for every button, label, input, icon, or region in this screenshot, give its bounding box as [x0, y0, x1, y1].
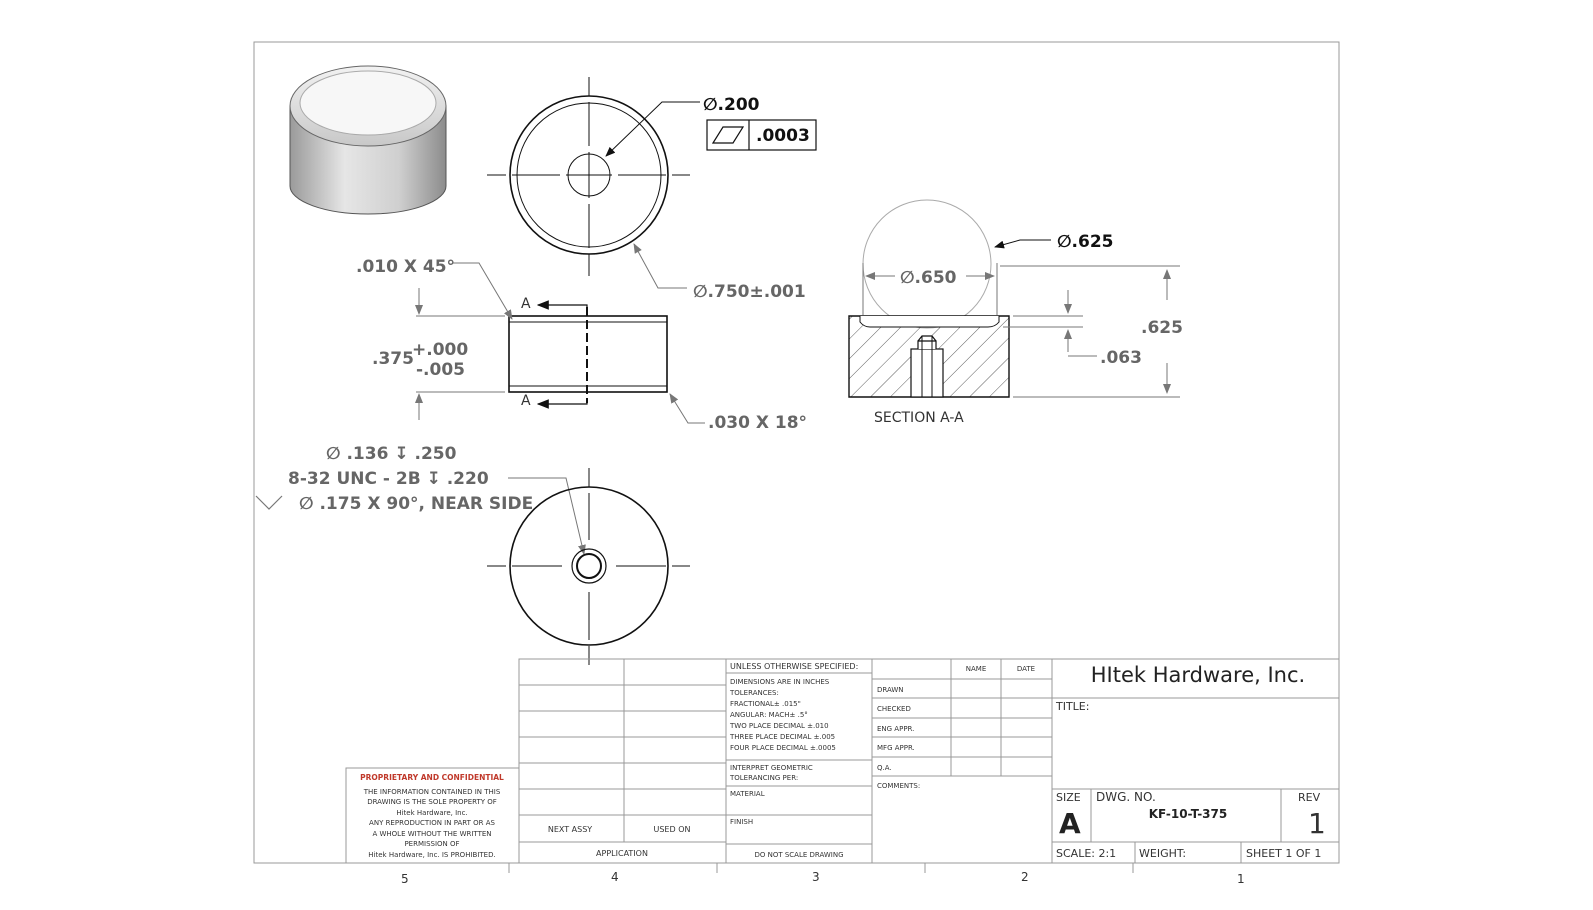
top-hole-diameter: ∅.200 — [703, 95, 760, 115]
application-label: APPLICATION — [596, 849, 648, 858]
chamfer-top-callout: .010 X 45° — [356, 257, 456, 277]
dwg-no-value: KF-10-T-375 — [1148, 807, 1228, 821]
scale-label: SCALE: 2:1 — [1056, 847, 1117, 860]
proprietary-line: A WHOLE WITHOUT THE WRITTEN — [372, 830, 492, 838]
top-view — [487, 77, 700, 288]
do-not-scale: DO NOT SCALE DRAWING — [754, 851, 844, 859]
company-name: HItek Hardware, Inc. — [1090, 663, 1306, 687]
tolerance-line: FOUR PLACE DECIMAL ±.0005 — [730, 744, 836, 752]
zone-label: 5 — [401, 872, 409, 886]
zone-label: 4 — [611, 870, 619, 884]
tolerance-line: TOLERANCES: — [730, 689, 779, 697]
size-value: A — [1059, 807, 1081, 840]
section-arrow-label-top: A — [521, 296, 531, 312]
hole-callout-line2: 8-32 UNC - 2B ↧ .220 — [288, 469, 489, 489]
proprietary-notice — [346, 768, 519, 863]
countersink-icon — [256, 496, 282, 509]
pocket-depth: .063 — [1100, 348, 1142, 368]
proprietary-heading: PROPRIETARY AND CONFIDENTIAL — [360, 773, 504, 782]
title-label: TITLE: — [1056, 700, 1090, 713]
tolerance-line: DIMENSIONS ARE IN INCHES — [730, 678, 830, 686]
isometric-view — [290, 66, 446, 214]
size-label: SIZE — [1056, 791, 1081, 804]
section-label: SECTION A-A — [874, 410, 964, 426]
hole-callout — [256, 444, 584, 554]
proprietary-line: DRAWING IS THE SOLE PROPERTY OF — [367, 798, 497, 806]
tolerance-line: TWO PLACE DECIMAL ±.010 — [730, 722, 829, 730]
date-header: DATE — [1016, 665, 1036, 673]
unless-specified: UNLESS OTHERWISE SPECIFIED: — [730, 662, 859, 671]
interpret-line: TOLERANCING PER: — [730, 774, 799, 782]
hole-callout-line1: ∅ .136 ↧ .250 — [326, 444, 457, 464]
dwg-no-label: DWG. NO. — [1096, 790, 1156, 804]
proprietary-line: THE INFORMATION CONTAINED IN THIS — [363, 788, 501, 796]
height-tol-plus: +.000 — [412, 340, 469, 360]
zone-markers — [401, 863, 1245, 886]
role-drawn: DRAWN — [877, 686, 904, 694]
section-height: .625 — [1141, 318, 1183, 338]
role-mfg-appr: MFG APPR. — [877, 744, 915, 752]
zone-label: 1 — [1237, 872, 1245, 886]
flatness-value: .0003 — [756, 126, 810, 146]
proprietary-line: ANY REPRODUCTION IN PART OR AS — [369, 819, 495, 827]
role-eng-appr: ENG APPR. — [877, 725, 915, 733]
section-arrow-label-bottom: A — [521, 393, 531, 409]
proprietary-line: Hitek Hardware, Inc. — [396, 809, 468, 817]
sheet-label: SHEET 1 OF 1 — [1246, 847, 1322, 860]
rev-value: 1 — [1308, 807, 1326, 840]
zone-label: 3 — [812, 870, 820, 884]
finish-label: FINISH — [730, 818, 754, 826]
comments-label: COMMENTS: — [877, 782, 921, 790]
sphere-diameter: ∅.625 — [1057, 232, 1114, 252]
next-assy-label: NEXT ASSY — [547, 825, 593, 834]
outer-diameter: ∅.750±.001 — [693, 282, 806, 302]
proprietary-line: Hitek Hardware, Inc. IS PROHIBITED. — [368, 851, 496, 859]
height-base: .375 — [372, 349, 414, 369]
pocket-diameter: ∅.650 — [900, 268, 957, 288]
used-on-label: USED ON — [653, 825, 691, 834]
weight-label: WEIGHT: — [1139, 847, 1187, 860]
role-qa: Q.A. — [877, 764, 892, 772]
material-label: MATERIAL — [730, 790, 765, 798]
name-header: NAME — [965, 665, 987, 673]
rev-label: REV — [1298, 791, 1321, 804]
title-block — [519, 659, 1339, 863]
tolerance-line: ANGULAR: MACH± .5° — [730, 711, 808, 719]
tolerance-line: THREE PLACE DECIMAL ±.005 — [730, 733, 836, 741]
proprietary-line: PERMISSION OF — [404, 840, 460, 848]
height-tol-minus: -.005 — [416, 360, 465, 380]
zone-label: 2 — [1021, 870, 1029, 884]
tolerance-line: FRACTIONAL± .015" — [730, 700, 801, 708]
hole-callout-line3: ∅ .175 X 90°, NEAR SIDE — [299, 494, 534, 514]
interpret-line: INTERPRET GEOMETRIC — [730, 764, 813, 772]
chamfer-bottom-callout: .030 X 18° — [708, 413, 808, 433]
flatness-frame — [707, 120, 816, 150]
role-checked: CHECKED — [877, 705, 911, 713]
